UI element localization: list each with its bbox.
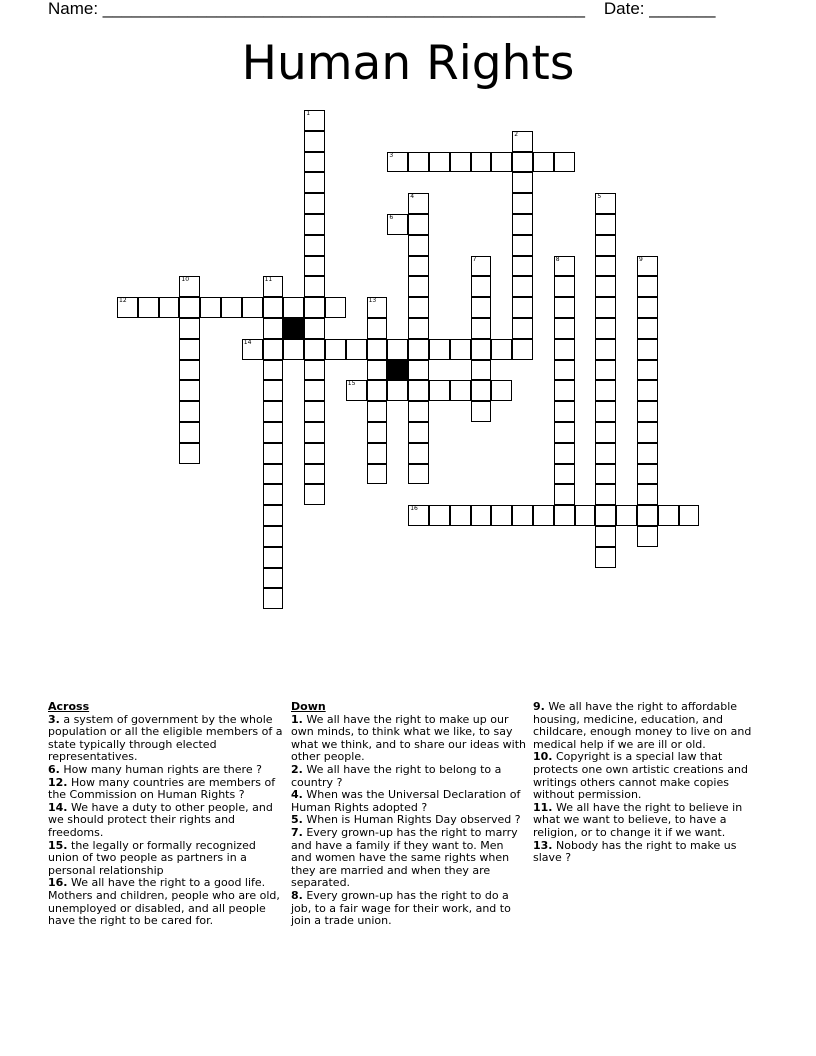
grid-cell[interactable] [595,256,616,277]
grid-cell[interactable] [325,339,346,360]
grid-cell[interactable] [304,172,325,193]
grid-cell[interactable] [304,297,325,318]
clue-number-label: 13. [533,838,553,852]
clue-item [48,714,283,764]
grid-cell[interactable] [408,318,429,339]
clue-number-label: 8. [291,888,303,902]
clue-number-label: 9. [533,700,545,713]
grid-cell[interactable] [450,505,471,526]
grid-cell[interactable] [346,339,367,360]
grid-cell[interactable] [263,360,284,381]
clue-text: the legally or formally recognized union of two people as partners in a personal relationship [48,838,256,877]
grid-cell[interactable] [637,401,658,422]
grid-cell[interactable] [637,318,658,339]
grid-cell[interactable] [595,443,616,464]
clue-item [533,802,768,840]
clue-text: We all have the right to believe in what we want to believe, to have a religion, or to change it if we want. [533,800,743,839]
grid-cell[interactable] [367,443,388,464]
grid-cell[interactable] [595,339,616,360]
grid-cell[interactable] [595,422,616,443]
grid-cell[interactable] [471,318,492,339]
grid-cell[interactable] [242,297,263,318]
clue-number: 12 [119,297,127,305]
grid-cell[interactable] [367,339,388,360]
clue-item [291,827,526,890]
grid-cell[interactable] [387,214,408,235]
grid-cell[interactable] [304,484,325,505]
down-clues [291,700,526,928]
grid-cell[interactable] [595,526,616,547]
clue-text: Every grown-up has the right to do a job, to a fair wage for their work, and to join a trade union. [291,888,511,928]
grid-cell[interactable] [471,401,492,422]
clue-number: 9 [639,255,643,263]
grid-cell[interactable] [637,256,658,277]
across-clues [48,700,283,928]
grid-cell[interactable] [637,422,658,443]
grid-cell[interactable] [491,505,512,526]
clue-number: 10 [181,276,190,284]
grid-cell[interactable] [367,297,388,318]
grid-cell[interactable] [304,318,325,339]
clue-text: How many human rights are there ? [63,762,262,776]
grid-cell[interactable] [179,318,200,339]
grid-cell[interactable] [554,318,575,339]
across-heading: Across [48,700,90,713]
grid-cell[interactable] [450,380,471,401]
clue-number-label: 11. [533,800,553,814]
grid-cell[interactable] [408,152,429,173]
grid-cell[interactable] [595,193,616,214]
clue-number: 16 [410,505,418,513]
grid-cell[interactable] [304,152,325,173]
grid-cell[interactable] [367,318,388,339]
grid-cell[interactable] [637,276,658,297]
clue-text: a system of government by the whole population or all the eligible members of a state typically through elected representatives. [48,712,283,764]
grid-cell[interactable] [679,505,700,526]
grid-cell[interactable] [408,276,429,297]
grid-cell[interactable] [367,401,388,422]
grid-cell[interactable] [304,276,325,297]
grid-cell[interactable] [595,380,616,401]
grid-cell[interactable] [283,339,304,360]
clue-number-label: 4. [291,788,303,802]
grid-cell[interactable] [263,422,284,443]
clue-text: Every grown-up has the right to marry and have a family if they want to. Men and women have the same rights when they are married and when they are separated. [291,825,518,890]
clue-number-label: 3. [48,712,60,726]
grid-cell[interactable] [387,152,408,173]
clue-number-label: 10. [533,750,553,764]
grid-cell[interactable] [179,276,200,297]
grid-cell[interactable] [512,214,533,235]
clue-number: 5 [597,193,602,201]
grid-cell[interactable] [304,422,325,443]
clue-number: 4 [410,193,415,201]
clue-number: 2 [514,130,519,138]
grid-cell[interactable] [554,443,575,464]
grid-cell[interactable] [304,193,325,214]
grid-cell[interactable] [595,464,616,485]
black-square [283,318,304,339]
grid-cell[interactable] [595,401,616,422]
grid-cell[interactable] [408,297,429,318]
grid-cell[interactable] [512,505,533,526]
grid-cell[interactable] [242,339,263,360]
grid-cell[interactable] [304,401,325,422]
grid-cell[interactable] [408,443,429,464]
grid-cell[interactable] [471,152,492,173]
clue-number-label: 6. [48,762,60,776]
clue-item [533,751,768,801]
clue-item [533,701,768,751]
grid-cell[interactable] [637,339,658,360]
clue-item [48,877,283,927]
grid-cell[interactable] [595,505,616,526]
grid-cell[interactable] [263,339,284,360]
grid-cell[interactable] [408,256,429,277]
grid-cell[interactable] [263,443,284,464]
grid-cell[interactable] [408,193,429,214]
grid-cell[interactable] [512,172,533,193]
grid-cell[interactable] [595,235,616,256]
grid-cell[interactable] [575,505,596,526]
grid-cell[interactable] [491,152,512,173]
grid-cell[interactable] [304,131,325,152]
clue-number: 11 [264,276,273,284]
clue-text: We all have the right to belong to a country ? [291,762,502,789]
grid-cell[interactable] [491,339,512,360]
grid-cell[interactable] [408,464,429,485]
grid-cell[interactable] [471,276,492,297]
grid-cell[interactable] [263,505,284,526]
clue-number: 14 [243,338,252,346]
grid-cell[interactable] [554,276,575,297]
grid-cell[interactable] [263,484,284,505]
grid-cell[interactable] [637,464,658,485]
grid-cell[interactable] [263,568,284,589]
grid-cell[interactable] [554,256,575,277]
clue-text: When is Human Rights Day observed ? [306,813,521,827]
grid-cell[interactable] [263,547,284,568]
grid-cell[interactable] [554,484,575,505]
grid-cell[interactable] [554,505,575,526]
grid-cell[interactable] [471,339,492,360]
grid-cell[interactable] [408,339,429,360]
grid-cell[interactable] [554,401,575,422]
grid-cell[interactable] [429,339,450,360]
grid-cell[interactable] [595,360,616,381]
clue-number: 15 [347,380,356,388]
grid-cell[interactable] [533,505,554,526]
grid-cell[interactable] [595,276,616,297]
grid-cell[interactable] [221,297,242,318]
grid-cell[interactable] [179,360,200,381]
grid-cell[interactable] [304,110,325,131]
grid-cell[interactable] [367,422,388,443]
grid-cell[interactable] [637,297,658,318]
grid-cell[interactable] [304,443,325,464]
grid-cell[interactable] [325,297,346,318]
grid-cell[interactable] [179,401,200,422]
grid-cell[interactable] [637,443,658,464]
clue-number: 6 [389,214,394,221]
grid-cell[interactable] [367,360,388,381]
down-clue-list-continued [533,701,768,865]
grid-cell[interactable] [491,380,512,401]
clue-number: 3 [389,151,394,159]
clue-item [48,777,283,802]
clue-text: Copyright is a special law that protects one own artistic creations and writings others cannot make copies without permission. [533,750,748,802]
clue-number: 8 [555,255,560,263]
grid-cell[interactable] [533,152,554,173]
grid-cell[interactable] [512,193,533,214]
grid-cell[interactable] [512,297,533,318]
grid-cell[interactable] [283,297,304,318]
across-clue-list [48,714,283,928]
clue-number: 1 [306,110,311,117]
grid-cell[interactable] [263,464,284,485]
clue-item [291,890,526,928]
clue-text: We all have the right to affordable housing, medicine, education, and childcare, enough money to live on and medical help if we are ill or old. [533,700,752,751]
clue-number-label: 14. [48,800,68,814]
grid-cell[interactable] [512,276,533,297]
grid-cell[interactable] [138,297,159,318]
grid-cell[interactable] [304,214,325,235]
grid-cell[interactable] [387,339,408,360]
grid-cell[interactable] [408,422,429,443]
grid-cell[interactable] [637,505,658,526]
grid-cell[interactable] [471,297,492,318]
down-heading: Down [291,700,326,713]
grid-cell[interactable] [512,131,533,152]
grid-cell[interactable] [159,297,180,318]
grid-cell[interactable] [179,297,200,318]
grid-cell[interactable] [471,256,492,277]
grid-cell[interactable] [346,380,367,401]
grid-cell[interactable] [554,422,575,443]
grid-cell[interactable] [554,360,575,381]
grid-cell[interactable] [637,526,658,547]
clue-text: We all have the right to make up our own minds, to think what we like, to say what we think, and to share our ideas with other people. [291,712,527,764]
grid-cell[interactable] [408,505,429,526]
grid-cell[interactable] [304,339,325,360]
grid-cell[interactable] [637,484,658,505]
grid-cell[interactable] [263,318,284,339]
grid-cell[interactable] [554,297,575,318]
grid-cell[interactable] [450,152,471,173]
grid-cell[interactable] [512,152,533,173]
clue-text: We all have the right to a good life. Mothers and children, people who are old, unemployed or disabled, and all people have the right to be cared for. [48,876,280,928]
clue-text: How many countries are members of the Commission on Human Rights ? [48,775,276,802]
grid-cell[interactable] [179,339,200,360]
grid-cell[interactable] [554,380,575,401]
grid-cell[interactable] [304,360,325,381]
grid-cell[interactable] [304,256,325,277]
clue-number-label: 1. [291,712,303,726]
grid-cell[interactable] [408,401,429,422]
clue-number-label: 2. [291,762,303,776]
grid-cell[interactable] [263,588,284,609]
grid-cell[interactable] [304,380,325,401]
grid-cell[interactable] [117,297,138,318]
name-date-line[interactable]: Name: ___________________________________________________ Date: _______ [48,0,716,18]
grid-cell[interactable] [637,360,658,381]
clue-number-label: 12. [48,775,68,789]
grid-cell[interactable] [595,297,616,318]
grid-cell[interactable] [512,339,533,360]
grid-cell[interactable] [450,339,471,360]
grid-cell[interactable] [429,505,450,526]
grid-cell[interactable] [554,339,575,360]
grid-cell[interactable] [408,380,429,401]
grid-cell[interactable] [554,152,575,173]
grid-cell[interactable] [304,464,325,485]
grid-cell[interactable] [408,235,429,256]
grid-cell[interactable] [595,484,616,505]
grid-cell[interactable] [429,380,450,401]
grid-cell[interactable] [387,380,408,401]
down-clues-continued [533,701,768,865]
grid-cell[interactable] [304,235,325,256]
grid-cell[interactable] [429,152,450,173]
clue-text: We have a duty to other people, and we should protect their rights and freedoms. [48,800,273,839]
clue-item [533,840,768,865]
grid-cell[interactable] [179,443,200,464]
black-square [387,360,408,381]
grid-cell[interactable] [367,464,388,485]
grid-cell[interactable] [637,380,658,401]
grid-cell[interactable] [471,360,492,381]
grid-cell[interactable] [512,256,533,277]
clue-item [291,789,526,814]
grid-cell[interactable] [200,297,221,318]
grid-cell[interactable] [554,464,575,485]
grid-cell[interactable] [658,505,679,526]
grid-cell[interactable] [263,526,284,547]
grid-cell[interactable] [179,380,200,401]
grid-cell[interactable] [367,380,388,401]
grid-cell[interactable] [595,547,616,568]
grid-cell[interactable] [179,422,200,443]
clue-item [291,714,526,764]
grid-cell[interactable] [595,214,616,235]
clue-number: 13 [368,297,377,305]
clue-item [48,840,283,878]
grid-cell[interactable] [263,401,284,422]
clue-item [291,764,526,789]
grid-cell[interactable] [408,360,429,381]
page-title: Human Rights [241,36,575,91]
grid-cell[interactable] [263,380,284,401]
clue-number-label: 16. [48,876,68,890]
clue-number-label: 7. [291,825,303,839]
clue-number-label: 5. [291,813,303,827]
grid-cell[interactable] [263,297,284,318]
clue-text: Nobody has the right to make us slave ? [533,838,737,865]
down-clue-list [291,714,526,928]
clue-text: When was the Universal Declaration of Human Rights adopted ? [291,788,521,814]
grid-cell[interactable] [616,505,637,526]
grid-cell[interactable] [471,505,492,526]
clue-number-label: 15. [48,838,68,852]
grid-cell[interactable] [408,214,429,235]
grid-cell[interactable] [512,318,533,339]
clue-number: 7 [472,255,477,263]
grid-cell[interactable] [471,380,492,401]
grid-cell[interactable] [263,276,284,297]
grid-cell[interactable] [512,235,533,256]
grid-cell[interactable] [595,318,616,339]
clue-item [48,802,283,840]
